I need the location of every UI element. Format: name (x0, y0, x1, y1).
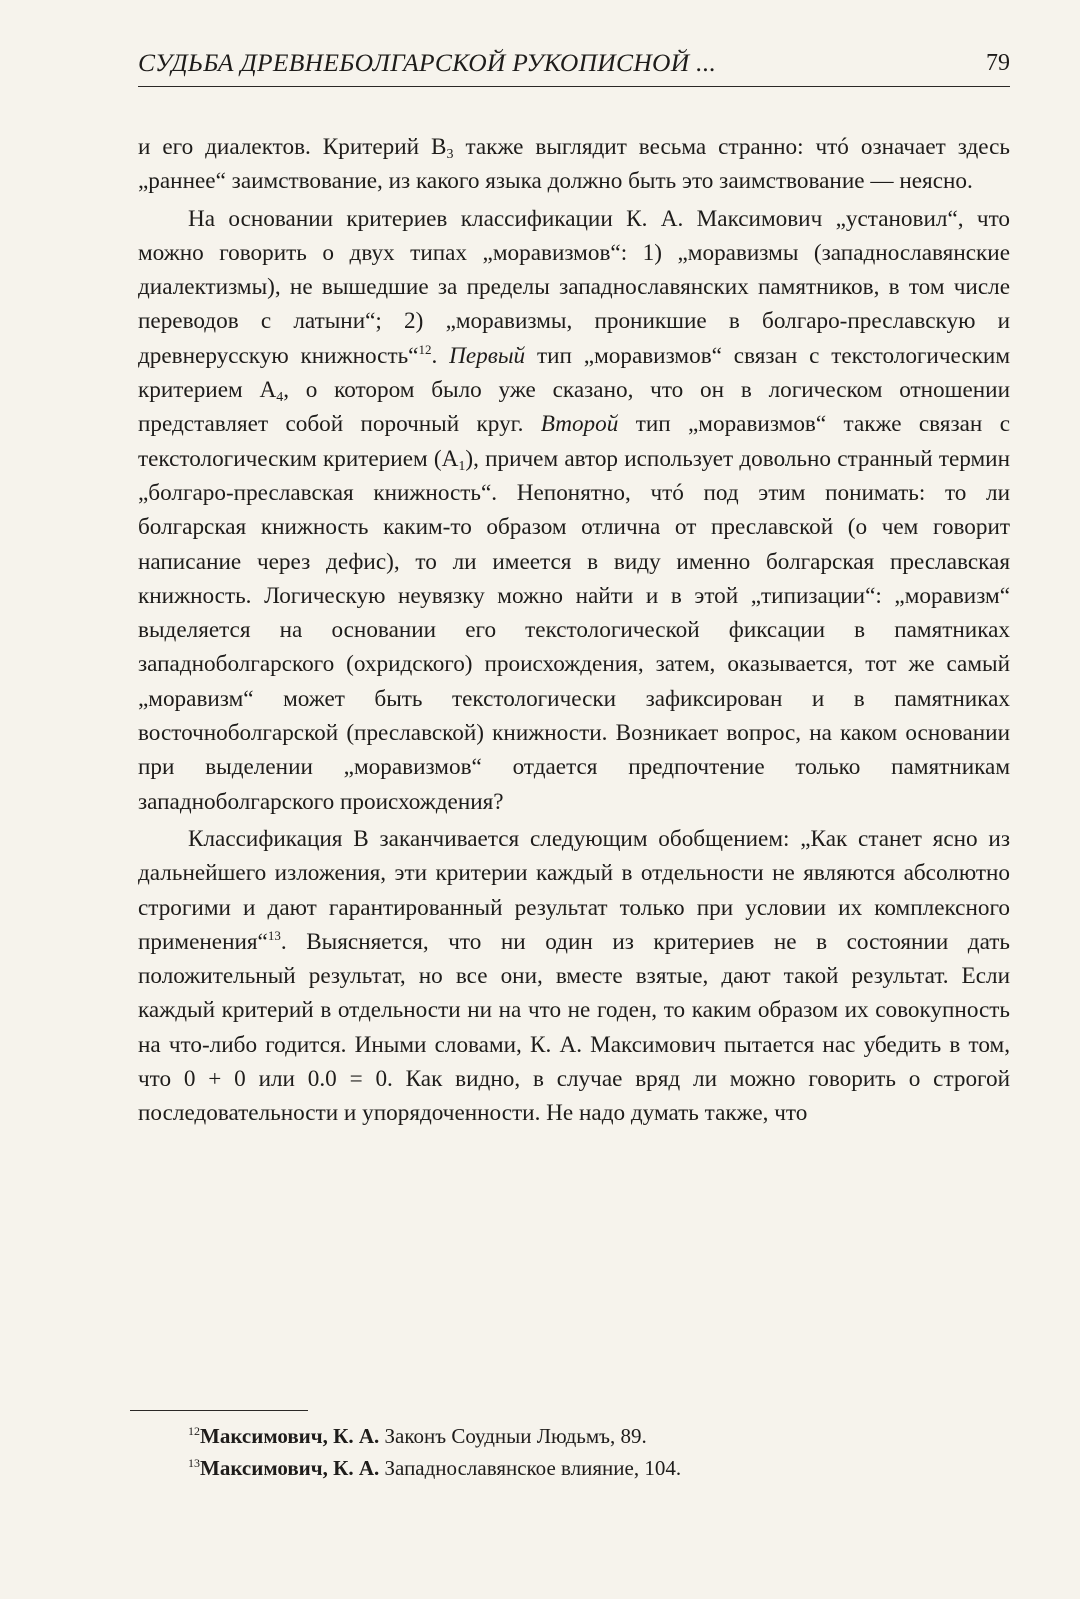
footnote-12 (188, 1420, 1008, 1452)
footnote-ref-13[interactable]: 13 (267, 927, 281, 943)
running-head (138, 46, 1010, 87)
text-run: На основании критериев классификации К. А. Максимович „установил“, что можно говорить о двух типах „моравизмов“: 1) „моравизмы (западнославянские диалектизмы), не вышедшие за пределы западнославянских памятников, в том числе переводов с латыни“; 2) „моравизмы, проникшие в болгаро-преславскую и древнерусскую книжность“ (138, 205, 1010, 369)
footnote-title: Законъ Соудныи Людьмъ (384, 1424, 611, 1448)
footnote-title: Западнославянское влияние (384, 1456, 634, 1480)
footnote-author: Максимович, К. А. (200, 1424, 380, 1448)
footnote-author: Максимович, К. А. (200, 1456, 380, 1480)
italic-word-second: Второй (540, 411, 619, 438)
text-run: . Выясняется, что ни один из критериев не в состоянии дать положительный результат, но все они, вместе взятые, дают такой результат. Если каждый критерий в отдельности ни на что не годен, то каким образом их совокупность на что-либо годится. Иными словами, К. А. Максимович пытается нас убедить в том, что 0 + 0 или 0.0 = 0. Как видно, в случае вряд ли можно говорить о строгой последовательности и упорядоченности. Не надо думать также, что (138, 928, 1010, 1127)
footnote-number: 12 (188, 1424, 200, 1438)
paragraph-3 (138, 822, 1010, 1131)
footnotes (188, 1420, 1008, 1484)
text-run: и его диалектов. Критерий B (138, 134, 447, 160)
footnote-ref-12[interactable]: 12 (418, 341, 432, 357)
text-run: Классификация B заканчивается следующим обобщением: „Как станет ясно из дальнейшего изложения, эти критерии каждый в отдельности не являются абсолютно строгими и дают гарантированный результат только при условии их комплексного применения“ (138, 825, 1010, 955)
running-title: СУДЬБА ДРЕВНЕБОЛГАРСКОЙ РУКОПИСНОЙ ... (138, 48, 717, 77)
paragraph-2 (138, 202, 1010, 819)
italic-word-first: Первый (449, 342, 526, 369)
footnote-page: , 89. (610, 1424, 647, 1448)
body-text (138, 130, 1010, 1134)
footnote-divider (130, 1410, 308, 1411)
text-run: тип „моравизмов“ связан с текстологическим критерием A (138, 342, 1010, 404)
text-run: . (431, 342, 450, 369)
subscript: 4 (276, 390, 284, 406)
text-run: также выглядит весьма странно: чтó означает здесь „раннее“ заимствование, из какого языка должно быть это заимствование — неясно. (138, 134, 1010, 195)
footnote-number: 13 (188, 1456, 200, 1470)
footnote-page: , 104. (633, 1456, 682, 1480)
subscript: 3 (446, 147, 454, 162)
text-run: ), причем автор использует довольно странный термин „болгаро-преславская книжность“. Непонятно, чтó под этим понимать: то ли болгарская книжность каким-то образом отлична от преславской (о чем говорит написание через дефис), то ли имеется в виду именно болгарская преславская книжность. Логическую неувязку можно найти и в этой „типизации“: „моравизм“ выделяется на основании его текстологической фиксации в памятниках западноболгарского (охридского) происхождения, затем, оказывается, тот же самый „моравизм“ может быть текстологически зафиксирован и в памятниках восточноболгарской (преславской) книжности. Возникает вопрос, на каком основании при выделении „моравизмов“ отдается предпочтение только памятникам западноболгарского происхождения? (138, 445, 1010, 815)
footnote-13 (188, 1452, 1008, 1484)
text-run: , о котором было уже сказано, что он в логическом отношении представляет собой порочный круг. (138, 377, 1010, 438)
page-number: 79 (986, 50, 1010, 76)
text-run: тип „моравизмов“ также связан с текстологическим критерием (A (138, 411, 1010, 472)
subscript: 1 (458, 458, 466, 474)
paragraph-1 (138, 130, 1010, 199)
